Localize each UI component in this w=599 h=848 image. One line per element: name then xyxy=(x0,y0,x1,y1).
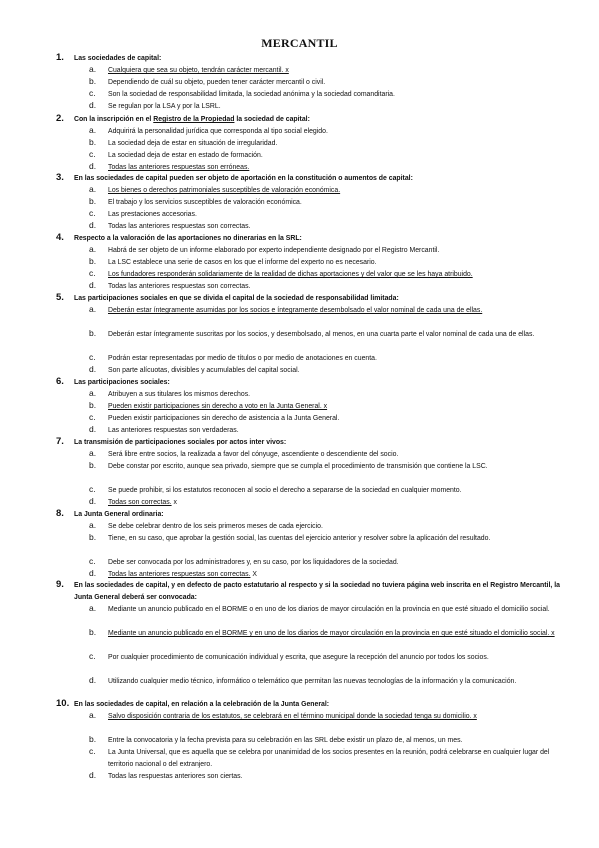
option-letter: a. xyxy=(89,388,97,398)
text-run: Debe constar por escrito, aunque sea privado, siempre que se cumpla el procedimiento de transmisión que contiene la LSC. xyxy=(108,463,488,470)
text-run: Debe ser convocada por los administradores y, en su caso, por los liquidadores de la sociedad. xyxy=(108,559,399,566)
text-run: Las anteriores respuestas son verdaderas. xyxy=(108,427,239,434)
text-run: Todas las anteriores respuestas son correctas. xyxy=(108,223,251,230)
option-text xyxy=(108,449,555,461)
question-number: 8. xyxy=(56,508,64,519)
option-letter: c. xyxy=(89,352,96,362)
option-text xyxy=(108,329,555,341)
question-text xyxy=(74,377,560,389)
option-text xyxy=(108,365,555,377)
text-run: Pueden existir participaciones sin derecho de asistencia a la Junta General. xyxy=(108,415,340,422)
text-run: Se debe celebrar dentro de los seis primeros meses de cada ejercicio. xyxy=(108,523,323,530)
text-run: Habrá de ser objeto de un informe elaborado por experto independiente designado por el Registro Mercantil. xyxy=(108,247,440,254)
page-title: MERCANTIL xyxy=(261,36,338,50)
option-text xyxy=(108,652,555,664)
underlined-text: Todas las anteriores respuestas son erróneas. xyxy=(108,164,250,171)
text-run: Por cualquier procedimiento de comunicación individual y escrita, que asegure la recepción del anuncio por todos los socios. xyxy=(108,654,489,661)
option-text xyxy=(108,711,555,723)
text-run: Podrán estar representadas por medio de títulos o por medio de anotaciones en cuenta. xyxy=(108,355,377,362)
option-letter: d. xyxy=(89,770,97,780)
question-text xyxy=(74,233,560,245)
option-letter: a. xyxy=(89,304,97,314)
option-letter: d. xyxy=(89,100,97,110)
option-letter: a. xyxy=(89,184,97,194)
question-number: 2. xyxy=(56,113,64,124)
question-text xyxy=(74,173,560,185)
underlined-text: Registro de la Propiedad xyxy=(153,116,235,123)
option-letter: d. xyxy=(89,675,97,685)
text-run: Las participaciones sociales en que se divida el capital de la sociedad de responsabilidad limitada: xyxy=(74,295,399,302)
question-number: 9. xyxy=(56,579,64,590)
option-letter: c. xyxy=(89,88,96,98)
text-run: La sociedad deja de estar en situación de irregularidad. xyxy=(108,140,278,147)
text-run: La sociedad deja de estar en estado de formación. xyxy=(108,152,263,159)
option-text xyxy=(108,101,555,113)
option-text xyxy=(108,257,555,269)
text-run: X xyxy=(250,571,257,578)
question-text xyxy=(74,509,560,521)
text-run: Mediante un anuncio publicado en el BORME o en uno de los diarios de mayor circulación en la provincia en que esté situado el domicilio social. xyxy=(108,606,550,613)
option-letter: a. xyxy=(89,448,97,458)
option-letter: d. xyxy=(89,568,97,578)
option-letter: c. xyxy=(89,208,96,218)
option-letter: b. xyxy=(89,400,97,410)
question-text xyxy=(74,699,560,711)
question-text xyxy=(74,293,560,305)
text-run: Tiene, en su caso, que aprobar la gestión social, las cuentas del ejercicio anterior y resolver sobre la aplicación del resultado. xyxy=(108,535,491,542)
text-run: En las sociedades de capital, y en defecto de pacto estatutario al respecto y si la sociedad no tuviera página web inscrita en el Registro Mercantil, la Junta General deberá ser convocada: xyxy=(74,582,560,601)
text-run: La transmisión de participaciones sociales por actos inter vivos: xyxy=(74,439,287,446)
option-letter: c. xyxy=(89,484,96,494)
text-run: x xyxy=(171,499,177,506)
question-text xyxy=(74,580,560,603)
option-text xyxy=(108,281,555,293)
underlined-text: Todas las anteriores respuestas son correctas. xyxy=(108,571,251,578)
option-letter: b. xyxy=(89,196,97,206)
option-text xyxy=(108,425,555,437)
question-number: 1. xyxy=(56,52,64,63)
text-run: En las sociedades de capital pueden ser objeto de aportación en la constitución o aumentos de capital: xyxy=(74,175,413,182)
option-letter: c. xyxy=(89,746,96,756)
option-letter: d. xyxy=(89,364,97,374)
option-text xyxy=(108,77,555,89)
option-text xyxy=(108,521,555,533)
option-text xyxy=(108,185,555,197)
option-letter: d. xyxy=(89,161,97,171)
question-text xyxy=(74,437,560,449)
option-letter: b. xyxy=(89,532,97,542)
question-text xyxy=(74,53,560,65)
option-letter: d. xyxy=(89,424,97,434)
option-text xyxy=(108,413,555,425)
text-run: Se regulan por la LSA y por la LSRL. xyxy=(108,103,221,110)
option-letter: a. xyxy=(89,125,97,135)
option-text xyxy=(108,735,555,747)
option-text xyxy=(108,747,555,770)
option-text xyxy=(108,557,555,569)
option-letter: c. xyxy=(89,268,96,278)
text-run: Las participaciones sociales: xyxy=(74,379,170,386)
text-run: La Junta Universal, que es aquella que se celebra por unanimidad de los socios presentes en la reunión, podrá celebrarse en cualquier lugar del territorio nacional o del extranjero. xyxy=(108,749,550,768)
text-run: Atribuyen a sus titulares los mismos derechos. xyxy=(108,391,251,398)
option-text xyxy=(108,221,555,233)
option-text xyxy=(108,89,555,101)
text-run: la sociedad de capital: xyxy=(234,116,310,123)
option-text xyxy=(108,628,555,640)
option-text xyxy=(108,604,555,616)
text-run: Adquirirá la personalidad jurídica que corresponda al tipo social elegido. xyxy=(108,128,328,135)
text-run: Entre la convocatoria y la fecha prevista para su celebración en las SRL debe existir un plazo de, al menos, un mes. xyxy=(108,737,463,744)
option-letter: c. xyxy=(89,412,96,422)
option-text xyxy=(108,126,555,138)
text-run: Dependiendo de cuál su objeto, pueden tener carácter mercantil o civil. xyxy=(108,79,326,86)
question-number: 5. xyxy=(56,292,64,303)
underlined-text: Deberán estar íntegramente asumidas por los socios e íntegramente desembolsado el valor nominal de cada una de ellas. xyxy=(108,307,483,314)
option-letter: a. xyxy=(89,603,97,613)
option-text xyxy=(108,401,555,413)
option-letter: a. xyxy=(89,244,97,254)
option-text xyxy=(108,138,555,150)
text-run: Son parte alícuotas, divisibles y acumulables del capital social. xyxy=(108,367,300,374)
text-run: Respecto a la valoración de las aportaciones no dinerarias en la SRL: xyxy=(74,235,302,242)
question-number: 3. xyxy=(56,172,64,183)
option-letter: b. xyxy=(89,460,97,470)
option-letter: b. xyxy=(89,328,97,338)
text-run: Son la sociedad de responsabilidad limitada, la sociedad anónima y la sociedad comanditaria. xyxy=(108,91,395,98)
option-text xyxy=(108,569,555,581)
option-letter: b. xyxy=(89,256,97,266)
option-text xyxy=(108,269,555,281)
option-text xyxy=(108,209,555,221)
option-text xyxy=(108,485,555,497)
question-number: 4. xyxy=(56,232,64,243)
text-run: Será libre entre socios, la realizada a favor del cónyuge, ascendiente o descendiente del socio. xyxy=(108,451,399,458)
option-text xyxy=(108,771,555,783)
option-text xyxy=(108,162,555,174)
option-text xyxy=(108,389,555,401)
underlined-text: Mediante un anuncio publicado en el BORME y en uno de los diarios de mayor circulación en la provincia en que esté situado el domicilio social. x xyxy=(108,630,555,637)
option-letter: a. xyxy=(89,710,97,720)
question-text xyxy=(74,114,560,126)
option-letter: a. xyxy=(89,520,97,530)
option-text xyxy=(108,533,555,545)
option-text xyxy=(108,497,555,509)
underlined-text: Los fundadores responderán solidariamente de la realidad de dichas aportaciones y del valor que se les haya atribuido. xyxy=(108,271,473,278)
option-letter: b. xyxy=(89,734,97,744)
underlined-text: Salvo disposición contraria de los estatutos, se celebrará en el término municipal donde la sociedad tenga su domicilio. x xyxy=(108,713,477,720)
option-letter: c. xyxy=(89,651,96,661)
option-text xyxy=(108,676,555,688)
text-run: Las sociedades de capital: xyxy=(74,55,162,62)
option-letter: b. xyxy=(89,627,97,637)
text-run: Las prestaciones accesorias. xyxy=(108,211,197,218)
text-run: Todas las anteriores respuestas son correctas. xyxy=(108,283,251,290)
option-letter: c. xyxy=(89,556,96,566)
underlined-text: Cualquiera que sea su objeto, tendrán carácter mercantil. x xyxy=(108,67,289,74)
option-text xyxy=(108,353,555,365)
text-run: Deberán estar íntegramente suscritas por los socios, y desembolsado, al menos, en una cuarta parte el valor nominal de cada una de ellas. xyxy=(108,331,535,338)
question-number: 6. xyxy=(56,376,64,387)
option-letter: d. xyxy=(89,220,97,230)
option-text xyxy=(108,245,555,257)
option-letter: c. xyxy=(89,149,96,159)
text-run: El trabajo y los servicios susceptibles de valoración económica. xyxy=(108,199,302,206)
option-text xyxy=(108,197,555,209)
underlined-text: Todas son correctas. xyxy=(108,499,172,506)
option-letter: a. xyxy=(89,64,97,74)
text-run: Utilizando cualquier medio técnico, informático o telemático que permitan las nuevas tecnologías de la información y la comunicación. xyxy=(108,678,517,685)
text-run: La LSC establece una serie de casos en los que el informe del experto no es necesario. xyxy=(108,259,377,266)
option-letter: d. xyxy=(89,496,97,506)
underlined-text: Los bienes o derechos patrimoniales susceptibles de valoración económica. xyxy=(108,187,341,194)
option-text xyxy=(108,150,555,162)
option-letter: d. xyxy=(89,280,97,290)
option-letter: b. xyxy=(89,137,97,147)
option-text xyxy=(108,65,555,77)
question-number: 7. xyxy=(56,436,64,447)
text-run: Se puede prohibir, si los estatutos reconocen al socio el derecho a separarse de la sociedad en cualquier momento. xyxy=(108,487,462,494)
option-text xyxy=(108,305,555,317)
option-letter: b. xyxy=(89,76,97,86)
text-run: Todas las respuestas anteriores son ciertas. xyxy=(108,773,243,780)
option-text xyxy=(108,461,555,473)
text-run: Con la inscripción en el xyxy=(74,116,154,123)
underlined-text: Pueden existir participaciones sin derecho a voto en la Junta General. x xyxy=(108,403,328,410)
text-run: La Junta General ordinaria: xyxy=(74,511,164,518)
text-run: En las sociedades de capital, en relación a la celebración de la Junta General: xyxy=(74,701,330,708)
question-number: 10. xyxy=(56,698,70,709)
